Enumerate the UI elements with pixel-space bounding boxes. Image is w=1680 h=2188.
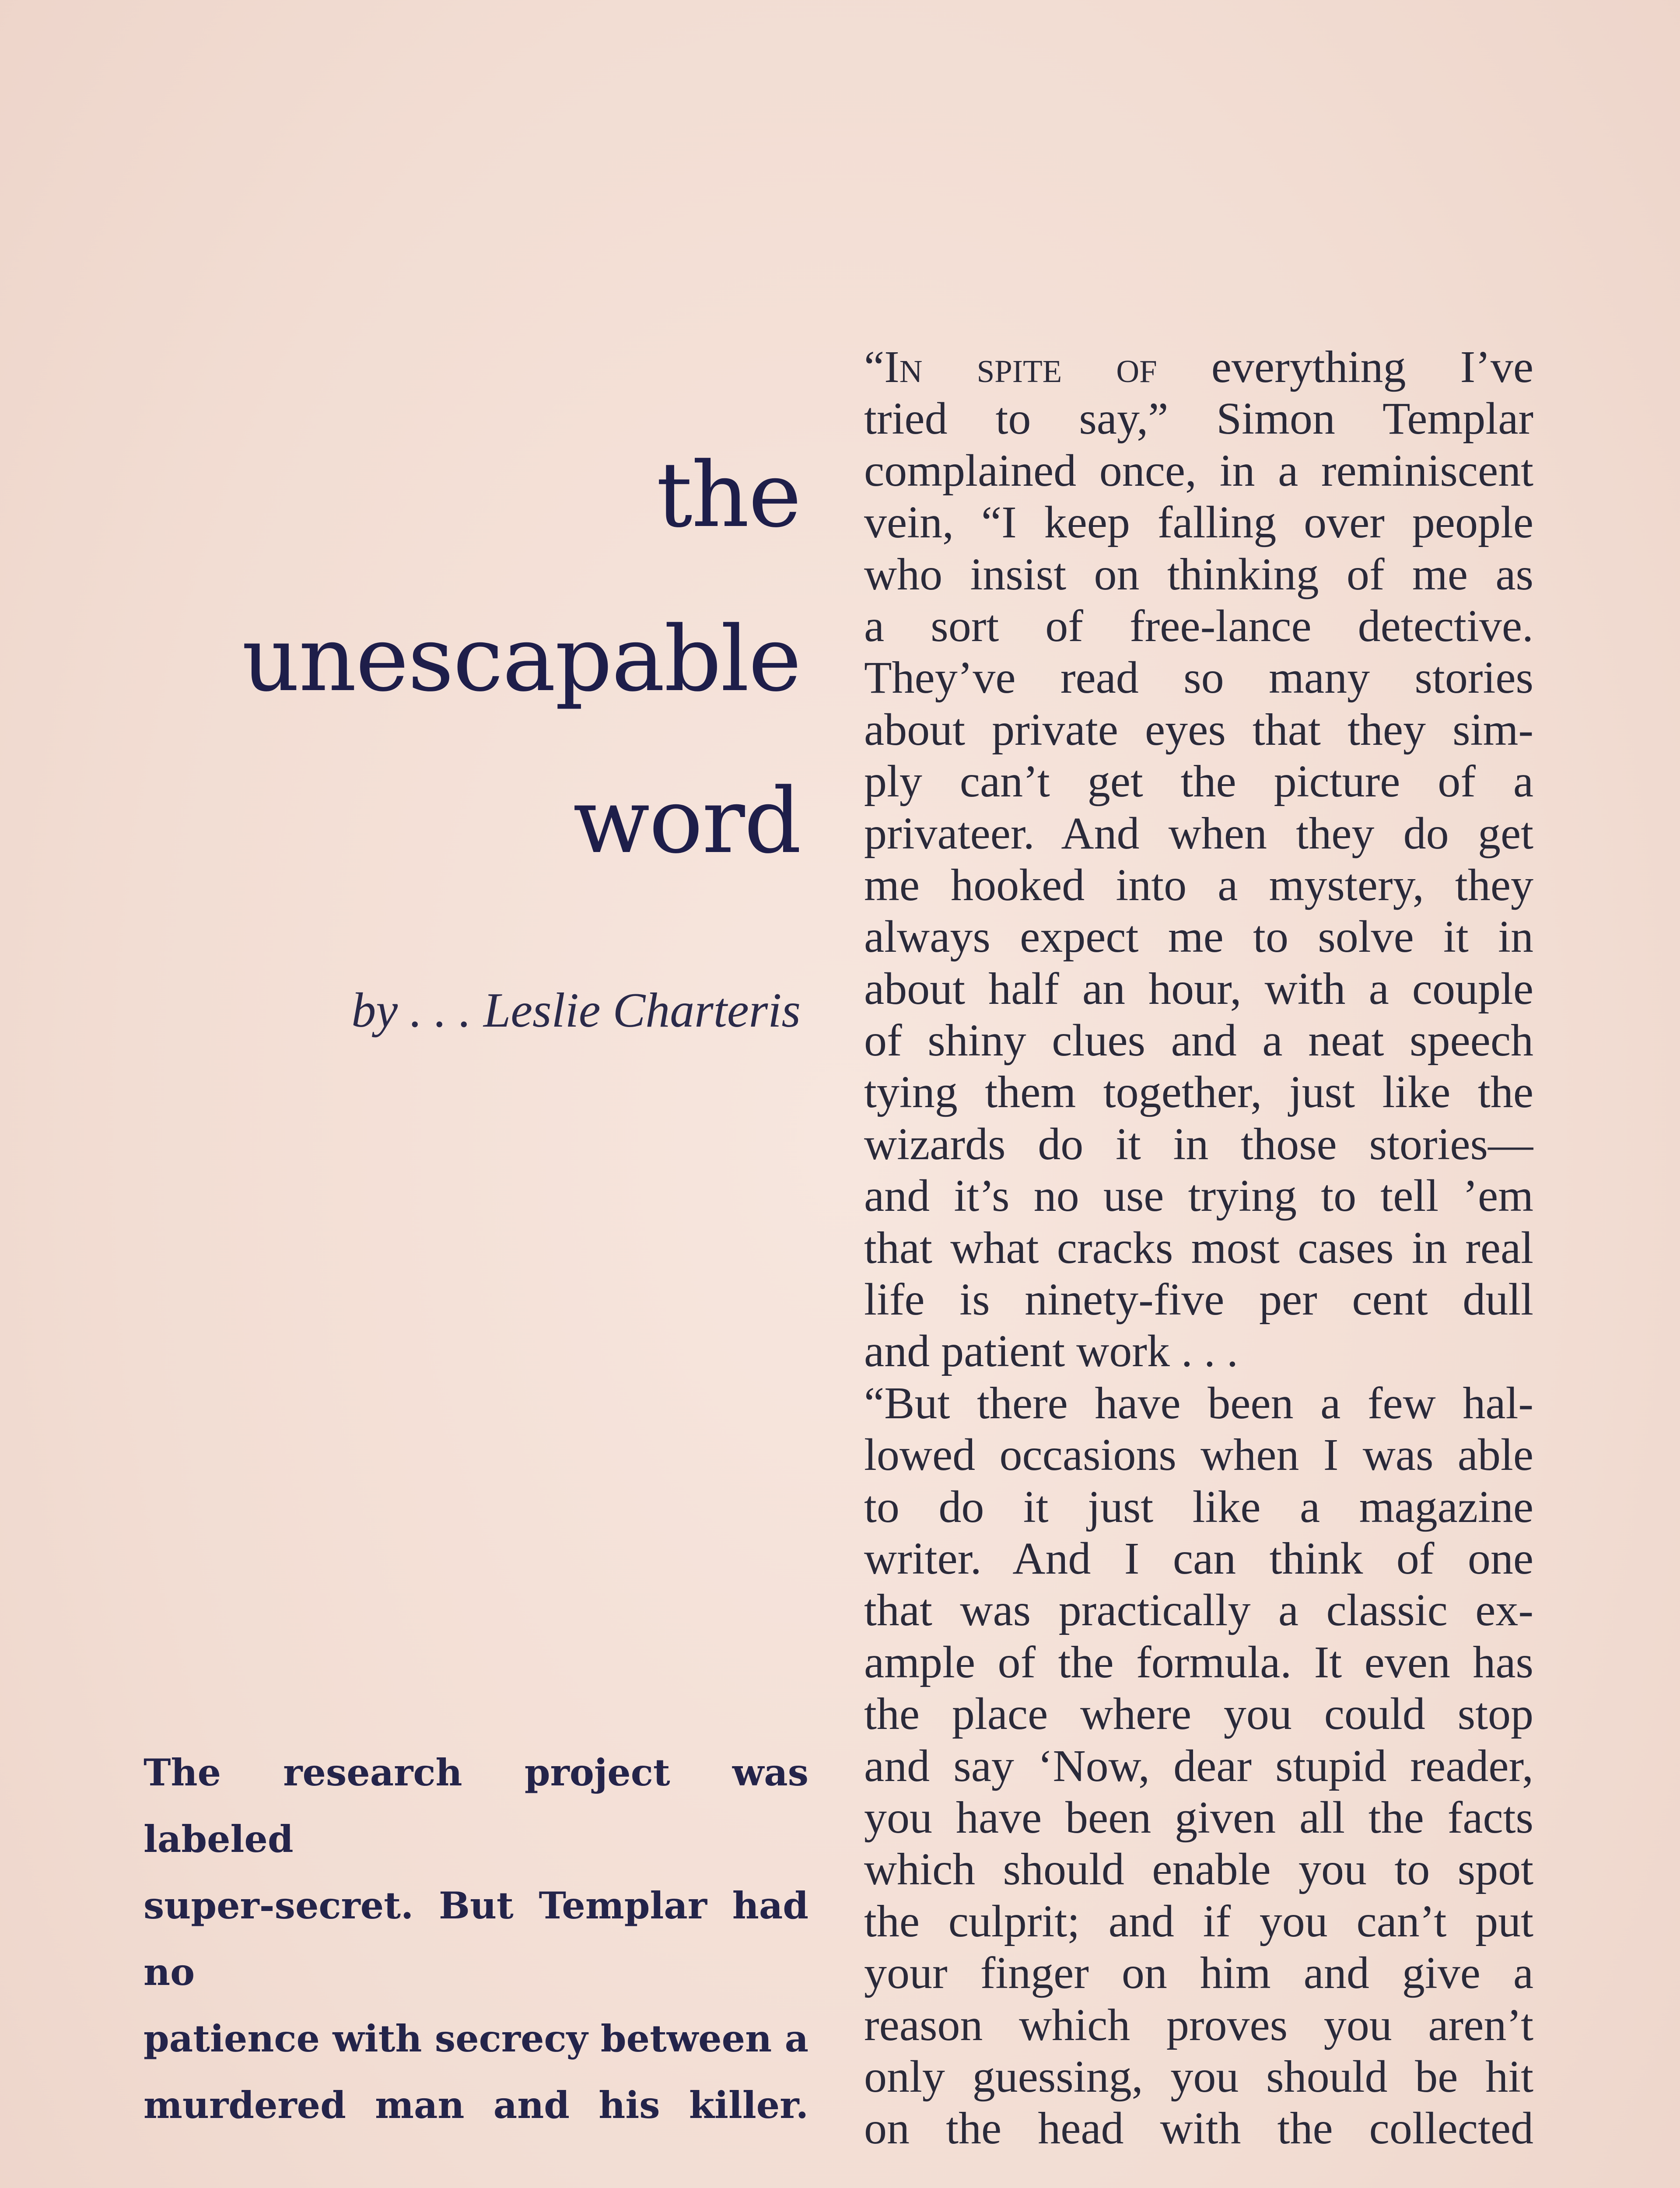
body-line: on the head with the collected: [864, 2103, 1533, 2154]
body-line: privateer. And when they do get: [864, 808, 1533, 859]
body-line: reason which proves you aren’t: [864, 1999, 1533, 2050]
body-line: and patient work . . .: [864, 1326, 1238, 1377]
body-line: and say ‘Now, dear stupid reader,: [864, 1740, 1533, 1791]
title-line-1: the: [656, 443, 801, 547]
body-line: who insist on thinking of me as: [864, 549, 1533, 600]
body-line: writer. And I can think of one: [864, 1533, 1533, 1584]
story-title: [131, 443, 801, 873]
title-line-2: unescapable: [242, 607, 801, 712]
body-text-column: [864, 341, 1533, 2155]
blurb-line: super-secret. But Templar had no: [144, 1884, 808, 1994]
body-line: about half an hour, with a couple: [864, 963, 1533, 1014]
body-line: me hooked into a mystery, they: [864, 859, 1533, 910]
body-line: only guessing, you should be hit: [864, 2051, 1533, 2102]
body-line: complained once, in a reminiscent: [864, 445, 1533, 496]
body-line: always expect me to solve it in: [864, 912, 1533, 962]
author-byline: by . . . Leslie Charteris: [351, 983, 801, 1038]
blurb-line: patience with secrecy between a: [144, 2017, 808, 2060]
body-line: vein, “I keep falling over people: [864, 497, 1533, 548]
body-line: to do it just like a magazine: [864, 1481, 1533, 1532]
story-blurb: [144, 1739, 808, 2139]
body-line: ample of the formula. It even has: [864, 1637, 1533, 1687]
body-line: They’ve read so many stories: [864, 652, 1533, 703]
body-line: about private eyes that they sim-: [864, 704, 1533, 755]
body-line: a sort of free-lance detective.: [864, 600, 1533, 651]
body-line: and it’s no use trying to tell ’em: [864, 1171, 1533, 1221]
body-line: you have been given all the facts: [864, 1792, 1533, 1843]
body-line: your finger on him and give a: [864, 1948, 1533, 1999]
body-line: lowed occasions when I was able: [864, 1430, 1533, 1480]
body-opening-line: [864, 341, 1533, 393]
title-line-3: word: [573, 769, 801, 873]
body-line: ply can’t get the picture of a: [864, 756, 1533, 807]
body-line: “But there have been a few hal-: [864, 1378, 1533, 1428]
body-line: of shiny clues and a neat speech: [864, 1015, 1533, 1066]
blurb-line: murdered man and his killer.: [144, 2083, 808, 2127]
body-line: tying them together, just like the: [864, 1067, 1533, 1118]
body-line: the culprit; and if you can’t put: [864, 1896, 1533, 1946]
blurb-line: The research project was labeled: [144, 1751, 808, 1861]
body-line: the place where you could stop: [864, 1689, 1533, 1739]
body-line: that what cracks most cases in real: [864, 1222, 1533, 1273]
body-line: life is ninety-five per cent dull: [864, 1274, 1533, 1325]
opening-small-caps: “In spite of: [864, 342, 1157, 392]
body-line: which should enable you to spot: [864, 1844, 1533, 1895]
opening-rest: everything I’ve: [1157, 342, 1533, 392]
body-line: wizards do it in those stories—: [864, 1119, 1533, 1169]
body-line: tried to say,” Simon Templar: [864, 393, 1533, 444]
body-line: that was practically a classic ex-: [864, 1585, 1533, 1636]
